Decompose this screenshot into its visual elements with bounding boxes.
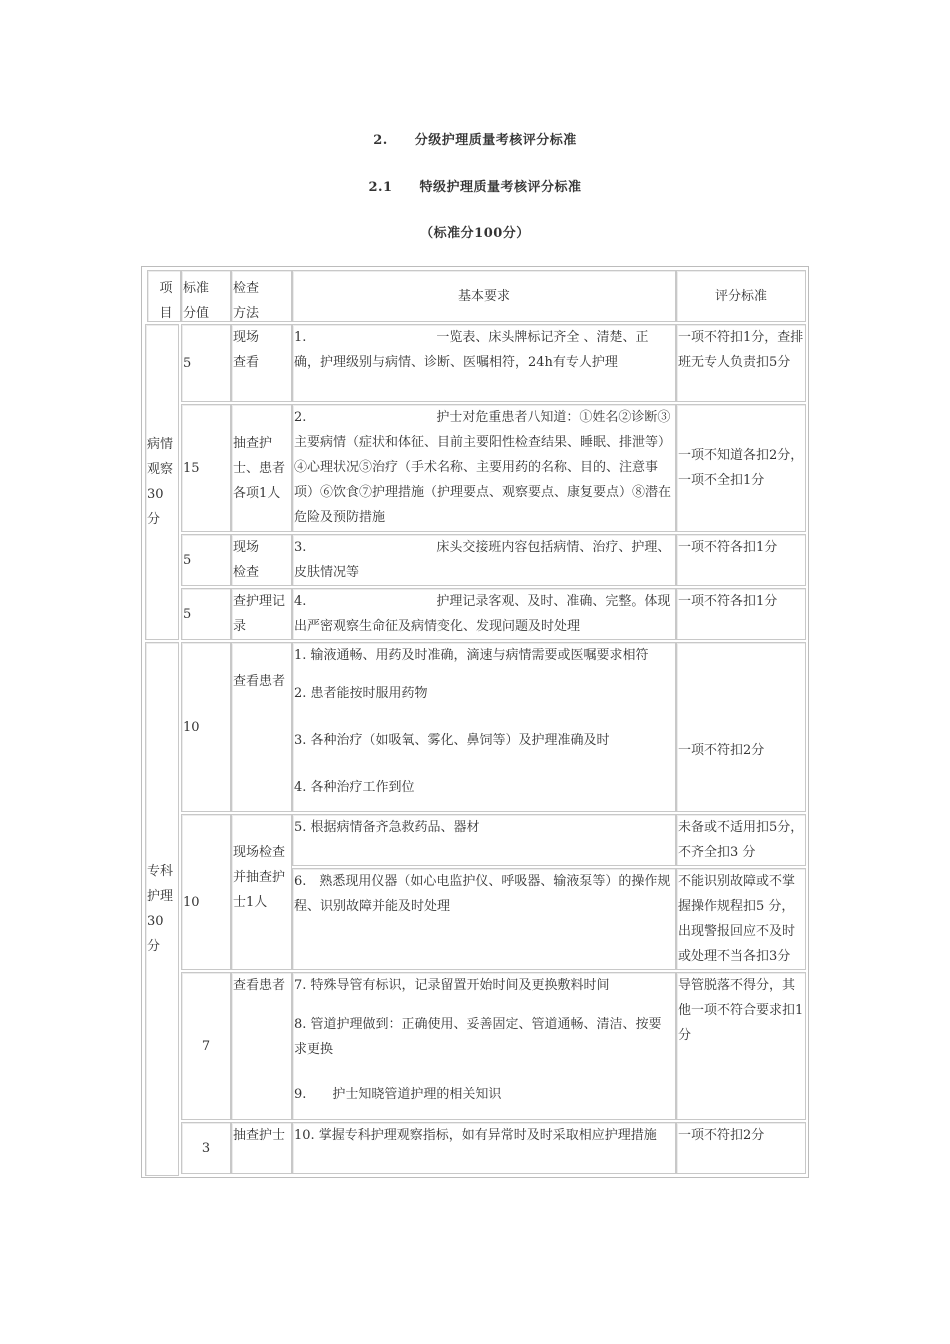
row-criteria: 未备或不适用扣5分，不齐全扣3 分 xyxy=(676,814,806,866)
requirement-item: 2. 患者能按时服用药物 xyxy=(294,686,428,701)
row-criteria: 一项不符各扣1分 xyxy=(676,534,806,586)
requirement-item: 9. 护士知晓管道护理的相关知识 xyxy=(294,1087,502,1102)
header-requirement: 基本要求 xyxy=(292,270,676,322)
section-heading: 2. 分级护理质量考核评分标准 xyxy=(373,133,577,148)
row-score: 10 xyxy=(181,814,231,970)
row-score: 5 xyxy=(181,588,231,640)
row-criteria: 一项不符扣2分 xyxy=(676,642,806,812)
scoring-table xyxy=(141,266,809,1178)
row-method: 现场查看 xyxy=(231,324,292,402)
row-score: 7 xyxy=(181,972,231,1120)
standard-score-note: （标准分100分） xyxy=(420,226,530,241)
row-method: 查看患者 xyxy=(231,642,292,812)
group-label-observation: 病情观察30分 xyxy=(145,324,179,640)
row-method: 现场检查并抽查护士1人 xyxy=(231,814,292,970)
subsection-heading: 2.1 特级护理质量考核评分标准 xyxy=(368,180,582,195)
row-method: 查护理记录 xyxy=(231,588,292,640)
row-criteria: 一项不符各扣1分 xyxy=(676,588,806,640)
requirement-item: 3. 各种治疗（如吸氧、雾化、鼻饲等）及护理准确及时 xyxy=(294,733,610,748)
row-criteria: 一项不符扣1分，查排班无专人负责扣5分 xyxy=(676,324,806,402)
header-score: 标准分值 xyxy=(181,270,231,322)
row-score: 3 xyxy=(181,1122,231,1174)
row-score: 5 xyxy=(181,534,231,586)
row-method: 抽查护士 xyxy=(231,1122,292,1174)
row-criteria: 不能识别故障或不掌握操作规程扣5 分，出现警报回应不及时或处理不当各扣3分 xyxy=(676,868,806,970)
row-score: 15 xyxy=(181,404,231,532)
row-score: 10 xyxy=(181,642,231,812)
row-criteria: 导管脱落不得分，其他一项不符合要求扣1分 xyxy=(676,972,806,1120)
row-requirement: 1. 一览表、床头牌标记齐全 、清楚、正确，护理级别与病情、诊断、医嘱相符，24h有专人护理 xyxy=(292,324,676,402)
row-requirement: 4. 护理记录客观、及时、准确、完整。体现出严密观察生命征及病情变化、发现问题及时处理 xyxy=(292,588,676,640)
requirement-item: 7. 特殊导管有标识，记录留置开始时间及更换敷料时间 xyxy=(294,978,610,993)
row-requirement: 2. 护士对危重患者八知道：①姓名②诊断③主要病情（症状和体征、目前主要阳性检查结果、睡眠、排泄等）④心理状况⑤治疗（手术名称、主要用药的名称、目的、注意事项）⑥饮食⑦护理措施（护理要点、观察要点、康复要点）⑧潜在危险及预防措施 xyxy=(292,404,676,532)
row-requirement: 5. 根据病情备齐急救药品、器材 xyxy=(292,814,676,866)
row-requirement: 10. 掌握专科护理观察指标，如有异常时及时采取相应护理措施 xyxy=(292,1122,676,1174)
requirement-item: 8. 管道护理做到：正确使用、妥善固定、管道通畅、清洁、按要求更换 xyxy=(294,1017,662,1057)
row-score: 5 xyxy=(181,324,231,402)
row-method: 查看患者 xyxy=(231,972,292,1120)
row-requirement: 6. 熟悉现用仪器（如心电监护仪、呼吸器、输液泵等）的操作规程、识别故障并能及时处理 xyxy=(292,868,676,970)
row-method: 现场检查 xyxy=(231,534,292,586)
header-method: 检查方法 xyxy=(231,270,292,322)
row-criteria: 一项不符扣2分 xyxy=(676,1122,806,1174)
header-criteria: 评分标准 xyxy=(676,270,806,322)
row-requirement-list xyxy=(292,972,676,1120)
header-item: 项 目 xyxy=(147,270,181,322)
row-requirement: 3. 床头交接班内容包括病情、治疗、护理、皮肤情况等 xyxy=(292,534,676,586)
row-criteria: 一项不知道各扣2分，一项不全扣1分 xyxy=(676,404,806,532)
row-method: 抽查护士、患者各项1人 xyxy=(231,404,292,532)
requirement-item: 4. 各种治疗工作到位 xyxy=(294,780,415,795)
requirement-item: 1. 输液通畅、用药及时准确，滴速与病情需要或医嘱要求相符 xyxy=(294,648,649,663)
row-requirement-list xyxy=(292,642,676,812)
group-label-specialty: 专科护理30分 xyxy=(145,642,179,1176)
